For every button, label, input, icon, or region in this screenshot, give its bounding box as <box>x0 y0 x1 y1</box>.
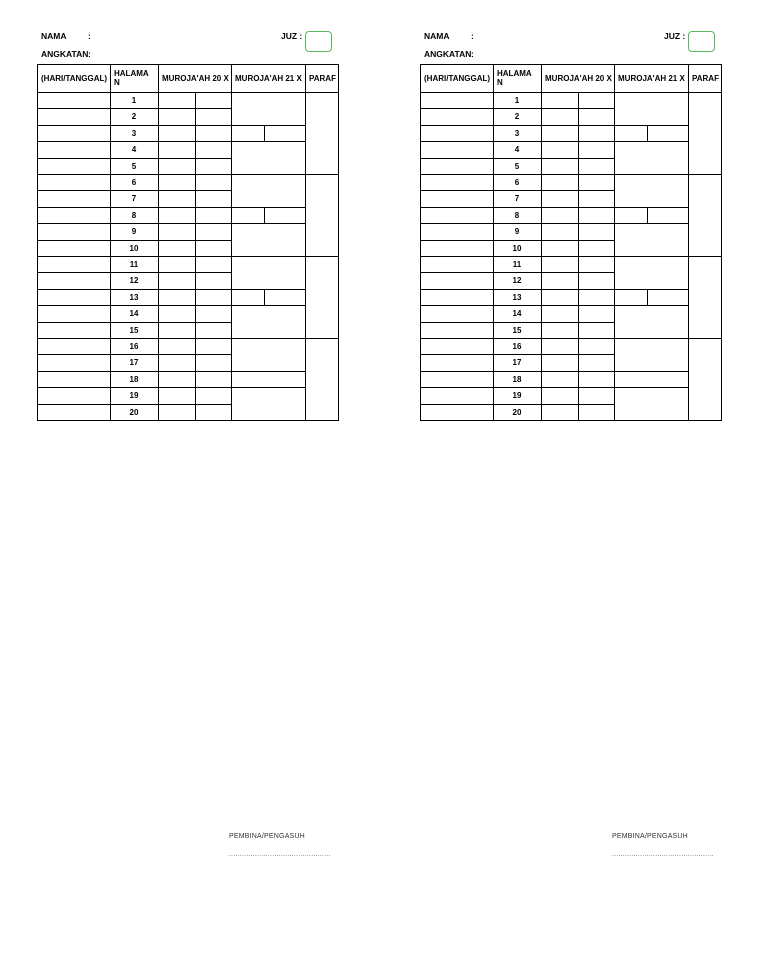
nama-colon: : <box>471 31 474 41</box>
murojaah-21-line <box>231 371 305 372</box>
header-murojaah-20: MUROJA'AH 20 X <box>162 74 229 83</box>
signature-label: PEMBINA/PENGASUH <box>229 833 305 840</box>
murojaah-21-line <box>614 305 688 306</box>
table-row-line <box>37 289 231 290</box>
table-column-divider <box>493 64 494 420</box>
page-number: 18 <box>512 374 522 384</box>
page-number: 5 <box>131 161 137 171</box>
table-row-line <box>420 223 614 224</box>
table-left-border <box>420 64 421 421</box>
murojaah-21-line <box>231 305 305 306</box>
page-number: 16 <box>129 342 139 351</box>
page-number: 8 <box>131 210 137 220</box>
murojaah-21-line <box>231 387 305 388</box>
table-row-line <box>420 141 614 142</box>
page-number: 10 <box>129 243 139 253</box>
page-number: 12 <box>129 276 139 286</box>
page-number: 8 <box>514 210 520 220</box>
table-row-line <box>420 338 614 339</box>
table-row-line <box>37 354 231 355</box>
page-number: 6 <box>131 178 137 187</box>
table-row-line <box>37 305 231 306</box>
table-column-divider <box>305 64 306 420</box>
angkatan-label: ANGKATAN <box>41 49 89 59</box>
page-number: 1 <box>514 96 520 105</box>
juz-input-box[interactable] <box>305 31 332 52</box>
table-row-line <box>37 404 231 405</box>
table-row-line <box>420 387 614 388</box>
page-number: 4 <box>131 145 137 155</box>
table-row-line <box>420 305 614 306</box>
page-number: 1 <box>131 96 137 105</box>
table-column-divider <box>158 64 159 420</box>
murojaah-21-split <box>647 207 648 223</box>
table-row-line <box>37 256 231 257</box>
table-row-line <box>37 207 231 208</box>
page-number: 2 <box>131 112 137 122</box>
group-divider <box>614 174 721 175</box>
page-number: 16 <box>512 342 522 351</box>
page-number: 13 <box>129 292 139 302</box>
group-divider <box>231 256 338 257</box>
table-row-line <box>37 371 231 372</box>
angkatan-colon: : <box>88 49 91 59</box>
header-murojaah-21: MUROJA'AH 21 X <box>235 74 302 83</box>
table-left-border <box>37 64 38 421</box>
murojaah-21-split <box>264 125 265 141</box>
table-column-divider <box>614 64 615 420</box>
murojaah-21-line <box>614 371 688 372</box>
header-paraf: PARAF <box>309 74 336 83</box>
page-number: 3 <box>514 128 520 138</box>
table-column-divider <box>231 64 232 420</box>
signature-line[interactable]: ............................................... <box>612 852 714 858</box>
page-number: 13 <box>512 292 522 302</box>
table-top-border <box>37 64 339 65</box>
page-number: 19 <box>512 391 522 401</box>
table-row-line <box>420 322 614 323</box>
table-column-divider <box>110 64 111 420</box>
page-number: 14 <box>129 309 139 319</box>
page-number: 14 <box>512 309 522 319</box>
murojaah-21-line <box>614 125 688 126</box>
nama-label: NAMA <box>424 31 450 41</box>
table-bottom-border <box>37 420 339 421</box>
page-number: 20 <box>129 407 139 417</box>
header-murojaah-21: MUROJA'AH 21 X <box>618 74 685 83</box>
page-number: 3 <box>131 128 137 138</box>
table-row-line <box>420 108 614 109</box>
murojaah-21-line <box>614 223 688 224</box>
murojaah-21-split <box>264 207 265 223</box>
table-row-line <box>420 404 614 405</box>
table-row-line <box>420 371 614 372</box>
page-number: 15 <box>512 325 522 335</box>
table-row-line <box>420 289 614 290</box>
murojaah-21-line <box>614 207 688 208</box>
table-row-line <box>37 190 231 191</box>
table-row-line <box>37 338 231 339</box>
nama-label: NAMA <box>41 31 67 41</box>
header-paraf: PARAF <box>692 74 719 83</box>
murojaah-21-split <box>647 125 648 141</box>
table-column-divider <box>541 64 542 420</box>
juz-label: JUZ : <box>664 31 686 41</box>
table-row-line <box>37 322 231 323</box>
page-number: 6 <box>514 178 520 187</box>
angkatan-colon: : <box>471 49 474 59</box>
page-number: 11 <box>512 260 522 269</box>
table-row-line <box>420 240 614 241</box>
header-halaman: HALAMA N <box>497 69 532 87</box>
murojaah-21-line <box>231 223 305 224</box>
juz-label: JUZ : <box>281 31 303 41</box>
table-row-line <box>420 354 614 355</box>
table-row-line <box>420 207 614 208</box>
header-hari-tanggal: (HARI/TANGGAL) <box>424 74 491 83</box>
juz-input-box[interactable] <box>688 31 715 52</box>
page-number: 9 <box>514 227 520 237</box>
page-number: 9 <box>131 227 137 237</box>
table-top-border <box>420 64 722 65</box>
murojaah-21-line <box>231 125 305 126</box>
table-row-line <box>420 174 614 175</box>
page-number: 17 <box>512 358 522 368</box>
page-number: 4 <box>514 145 520 155</box>
murojaah-21-line <box>614 387 688 388</box>
table-row-line <box>420 256 614 257</box>
table-header-bottom-border <box>420 92 722 93</box>
page-number: 2 <box>514 112 520 122</box>
header-murojaah-20: MUROJA'AH 20 X <box>545 74 612 83</box>
murojaah-21-split <box>264 289 265 305</box>
signature-line[interactable]: ............................................... <box>229 852 331 858</box>
page-number: 18 <box>129 374 139 384</box>
table-row-line <box>37 141 231 142</box>
page-number: 10 <box>512 243 522 253</box>
table-row-line <box>37 125 231 126</box>
table-row-line <box>420 190 614 191</box>
table-bottom-border <box>420 420 722 421</box>
table-row-line <box>37 174 231 175</box>
header-hari-tanggal: (HARI/TANGGAL) <box>41 74 108 83</box>
table-row-line <box>37 387 231 388</box>
group-divider <box>231 338 338 339</box>
signature-label: PEMBINA/PENGASUH <box>612 833 688 840</box>
group-divider <box>614 338 721 339</box>
page-number: 12 <box>512 276 522 286</box>
murojaah-21-line <box>614 141 688 142</box>
table-row-line <box>37 223 231 224</box>
page-number: 20 <box>512 407 522 417</box>
group-divider <box>231 174 338 175</box>
header-halaman: HALAMA N <box>114 69 149 87</box>
murojaah-21-line <box>231 141 305 142</box>
nama-colon: : <box>88 31 91 41</box>
table-column-divider <box>688 64 689 420</box>
table-row-line <box>420 125 614 126</box>
table-row-line <box>37 240 231 241</box>
table-right-border <box>338 64 339 421</box>
murojaah-21-line <box>231 289 305 290</box>
table-right-border <box>721 64 722 421</box>
page-number: 7 <box>131 194 137 204</box>
murojaah-21-line <box>614 289 688 290</box>
page-number: 17 <box>129 358 139 368</box>
page-number: 11 <box>129 260 139 269</box>
table-row-line <box>37 108 231 109</box>
page-number: 5 <box>514 161 520 171</box>
table-row-line <box>420 158 614 159</box>
table-header-bottom-border <box>37 92 339 93</box>
table-row-line <box>37 158 231 159</box>
group-divider <box>614 256 721 257</box>
page-number: 19 <box>129 391 139 401</box>
table-row-line <box>420 272 614 273</box>
page-number: 7 <box>514 194 520 204</box>
table-row-line <box>37 272 231 273</box>
murojaah-21-split <box>647 289 648 305</box>
angkatan-label: ANGKATAN <box>424 49 472 59</box>
murojaah-21-line <box>231 207 305 208</box>
page-number: 15 <box>129 325 139 335</box>
